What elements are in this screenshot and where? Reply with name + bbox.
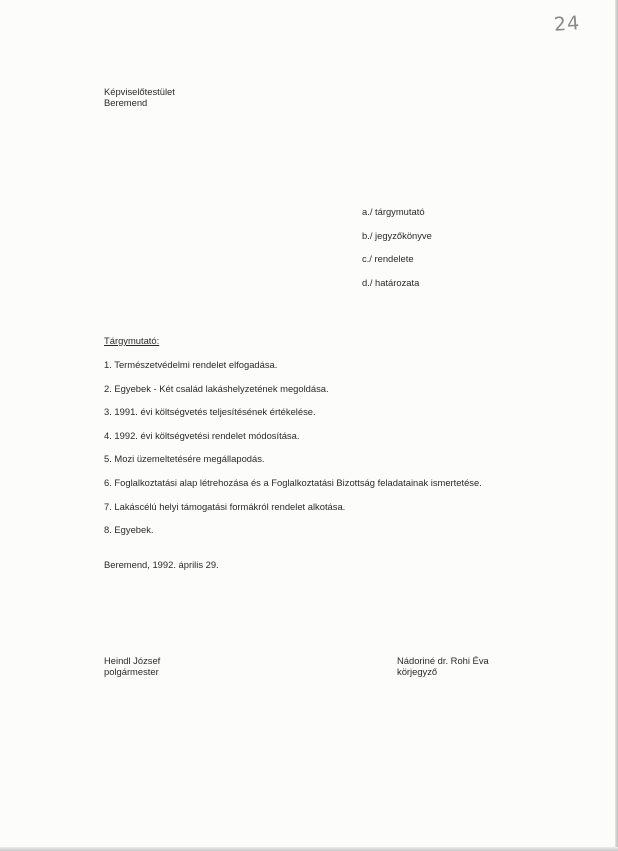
handwritten-page-number: 24 — [553, 12, 581, 36]
addressee-item: a./ tárgymutató — [362, 206, 425, 217]
signatory-name: Heindl József — [104, 655, 161, 666]
agenda-item: 5. Mozi üzemeltetésére megállapodás. — [104, 453, 265, 465]
addressee-item: b./ jegyzőkönyve — [362, 229, 432, 241]
date-line: Beremend, 1992. április 29. — [104, 559, 219, 570]
issuer-header — [104, 87, 175, 109]
agenda-item: 2. Egyebek - Két család lakáshelyzetének megoldása. — [104, 382, 329, 394]
agenda-title: Tárgymutató: — [104, 335, 160, 346]
signatory-title: körjegyző — [397, 666, 438, 677]
agenda-item: 4. 1992. évi költségvetési rendelet módosítása. — [104, 429, 300, 441]
agenda-item: 6. Foglalkoztatási alap létrehozása és a Foglalkoztatási Bizottság feladatainak ismertetése. — [104, 476, 482, 488]
agenda-item: 1. Természetvédelmi rendelet elfogadása. — [104, 359, 278, 370]
agenda-section — [104, 336, 482, 549]
agenda-item: 8. Egyebek. — [104, 524, 154, 536]
issuer-place: Beremend — [104, 97, 148, 108]
scan-edge-bottom — [0, 847, 618, 851]
addressee-item: d./ határozata — [362, 276, 420, 288]
signature-block-notary — [397, 656, 489, 678]
signatory-name: Nádoriné dr. Rohi Éva — [397, 655, 489, 666]
signatory-title: polgármester — [104, 666, 159, 677]
signature-block-mayor — [104, 656, 160, 678]
issuer-body: Képviselőtestület — [104, 86, 175, 97]
addressee-list — [362, 207, 432, 301]
addressee-item: c./ rendelete — [362, 253, 414, 264]
agenda-item: 3. 1991. évi költségvetés teljesítésének értékelése. — [104, 406, 316, 418]
agenda-item: 7. Lakáscélú helyi támogatási formákról rendelet alkotása. — [104, 500, 346, 512]
